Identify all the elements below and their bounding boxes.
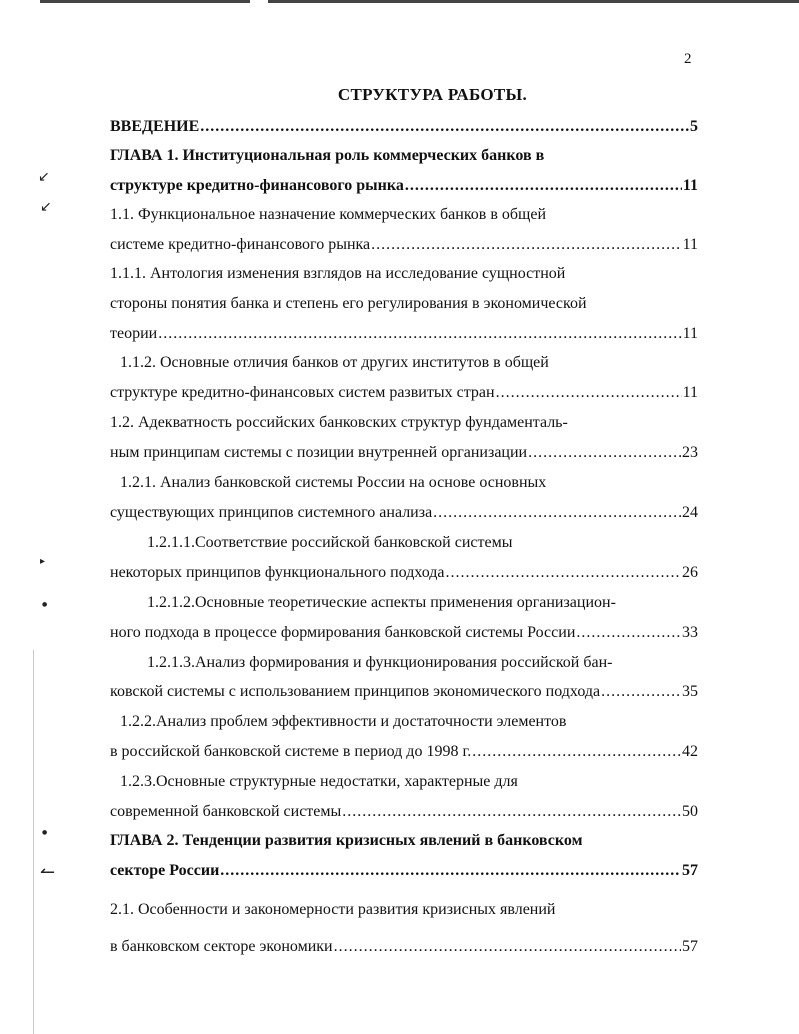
toc-entry-ch1-line1 [110,146,698,166]
toc-leader-dots [342,802,681,822]
toc-entry-text: существующих принципов системного анализа [110,504,433,521]
toc-page-number: 11 [682,236,698,253]
toc-page-number: 24 [682,504,698,521]
toc-entry-text: некоторых принципов функционального подхода [110,564,445,581]
toc-leader-dots [433,503,681,523]
toc-page-number: 35 [682,683,698,700]
toc-page-number: 23 [682,444,698,461]
toc-page-number: 57 [682,862,698,879]
margin-tick-icon: ▸ [40,556,46,567]
toc-entry-1-2-1-3-line2 [110,682,698,702]
toc-leader-dots [496,383,682,403]
scan-left-edge [33,650,34,1034]
page-title: СТРУКТУРА РАБОТЫ. [337,85,528,104]
scan-top-gap [250,0,268,4]
toc-leader-dots [601,682,681,702]
toc-leader-dots [220,861,681,881]
toc-leader-dots [528,443,681,463]
toc-entry-ch1-line2 [110,176,698,196]
toc-page-number: 57 [682,938,698,955]
toc-entry-text: 1.2.1.2.Основные теоретические аспекты применения организацион- [147,594,616,611]
toc-entry-1-2-3-line2 [110,802,698,822]
toc-entry-1-2-2-line1 [120,712,698,732]
toc-leader-dots [576,623,681,643]
toc-entry-1-1-1-line2 [110,294,698,314]
toc-entry-1-2-line2 [110,443,698,463]
toc-entry-1-1-line1 [110,205,698,225]
toc-page-number: 50 [682,803,698,820]
toc-entry-text: секторе России [110,862,220,879]
toc-entry-text: 1.2.1.1.Соответствие российской банковской системы [147,534,513,551]
toc-entry-1-1-1-line3 [110,324,698,344]
toc-entry-text: 1.2.3.Основные структурные недостатки, характерные для [120,773,518,790]
toc-entry-text: ГЛАВА 2. Тенденции развития кризисных явлений в банковском [110,832,583,849]
toc-entry-1-2-1-1-line2 [110,563,698,583]
toc-page-number: 11 [682,384,698,401]
scan-top-border [40,0,799,3]
toc-entry-1-2-1-line2 [110,503,698,523]
toc-entry-text: 1.2. Адекватность российских банковских структур фундаменталь- [110,414,568,431]
toc-page-number: 26 [682,564,698,581]
toc-entry-2-1-line2 [110,937,698,957]
toc-page-number: 33 [682,624,698,641]
toc-entry-1-2-1-1-line1 [147,533,698,553]
toc-entry-text: ковской системы с использованием принципов экономического подхода [110,683,601,700]
toc-page-number: 5 [690,118,698,135]
toc-entry-1-2-1-2-line2 [110,623,698,643]
toc-entry-1-1-2-line2 [110,383,698,403]
toc-entry-text: ВВЕДЕНИЕ [110,118,200,135]
page-number: 2 [684,51,692,67]
margin-tick-icon: ● [42,829,48,836]
toc-leader-dots [446,563,681,583]
toc-entry-1-2-line1 [110,413,698,433]
toc-page-number: 42 [682,743,698,760]
margin-tick-icon: ● [42,601,48,608]
toc-entry-text: системе кредитно-финансового рынка [110,236,371,253]
toc-entry-2-1-line1 [110,900,698,920]
toc-leader-dots [158,324,681,344]
toc-entry-text: теории [110,325,158,342]
toc-entry-text: 1.2.1.3.Анализ формирования и функционирования российской бан- [147,654,613,671]
toc-entry-ch2-line1 [110,831,698,851]
toc-entry-text: в банковском секторе экономики [110,938,333,955]
toc-entry-1-1-line2 [110,235,698,255]
toc-page-number: 11 [682,177,698,194]
toc-entry-text: ным принципам системы с позиции внутренней организации [110,444,528,461]
toc-entry-1-1-1-line1 [110,264,698,284]
toc-entry-text: ГЛАВА 1. Институциональная роль коммерческих банков в [110,147,545,164]
toc-leader-dots [200,117,689,137]
toc-entry-text: структуре кредитно-финансового рынка [110,177,404,194]
toc-entry-text: 2.1. Особенности и закономерности развития кризисных явлений [110,901,556,918]
toc-leader-dots [405,176,682,196]
toc-leader-dots [472,742,681,762]
toc-leader-dots [334,937,681,957]
toc-entry-text: ного подхода в процессе формирования банковской системы России [110,624,576,641]
toc-page-number: 11 [682,325,698,342]
toc-entry-text: 1.1. Функциональное назначение коммерческих банков в общей [110,206,547,223]
toc-entry-intro [110,117,698,137]
toc-entry-1-1-2-line1 [120,353,698,373]
toc-entry-1-2-1-2-line1 [147,593,698,613]
toc-entry-text: современной банковской системы [110,803,342,820]
toc-entry-1-2-1-line1 [120,473,698,493]
toc-entry-1-2-3-line1 [120,772,698,792]
toc-entry-text: структуре кредитно-финансовых систем развитых стран [110,384,495,401]
toc-entry-1-2-1-3-line1 [147,653,698,673]
toc-entry-ch2-line2 [110,861,698,881]
margin-arrow-icon: ↼ [40,862,56,883]
toc-entry-text: в российской банковской системе в период до 1998 г. [110,743,472,760]
margin-mark-icon: ↙ [40,199,52,215]
toc-entry-text: 1.2.2.Анализ проблем эффективности и достаточности элементов [120,713,567,730]
toc-entry-text: 1.1.1. Антология изменения взглядов на исследование сущностной [110,265,566,282]
toc-entry-1-2-2-line2 [110,742,698,762]
toc-entry-text: 1.2.1. Анализ банковской системы России на основе основных [120,474,547,491]
toc-entry-text: стороны понятия банка и степень его регулирования в экономической [110,295,587,312]
margin-mark-icon: ↙ [38,169,50,185]
toc-entry-text: 1.1.2. Основные отличия банков от других институтов в общей [120,354,549,371]
toc-leader-dots [371,235,681,255]
